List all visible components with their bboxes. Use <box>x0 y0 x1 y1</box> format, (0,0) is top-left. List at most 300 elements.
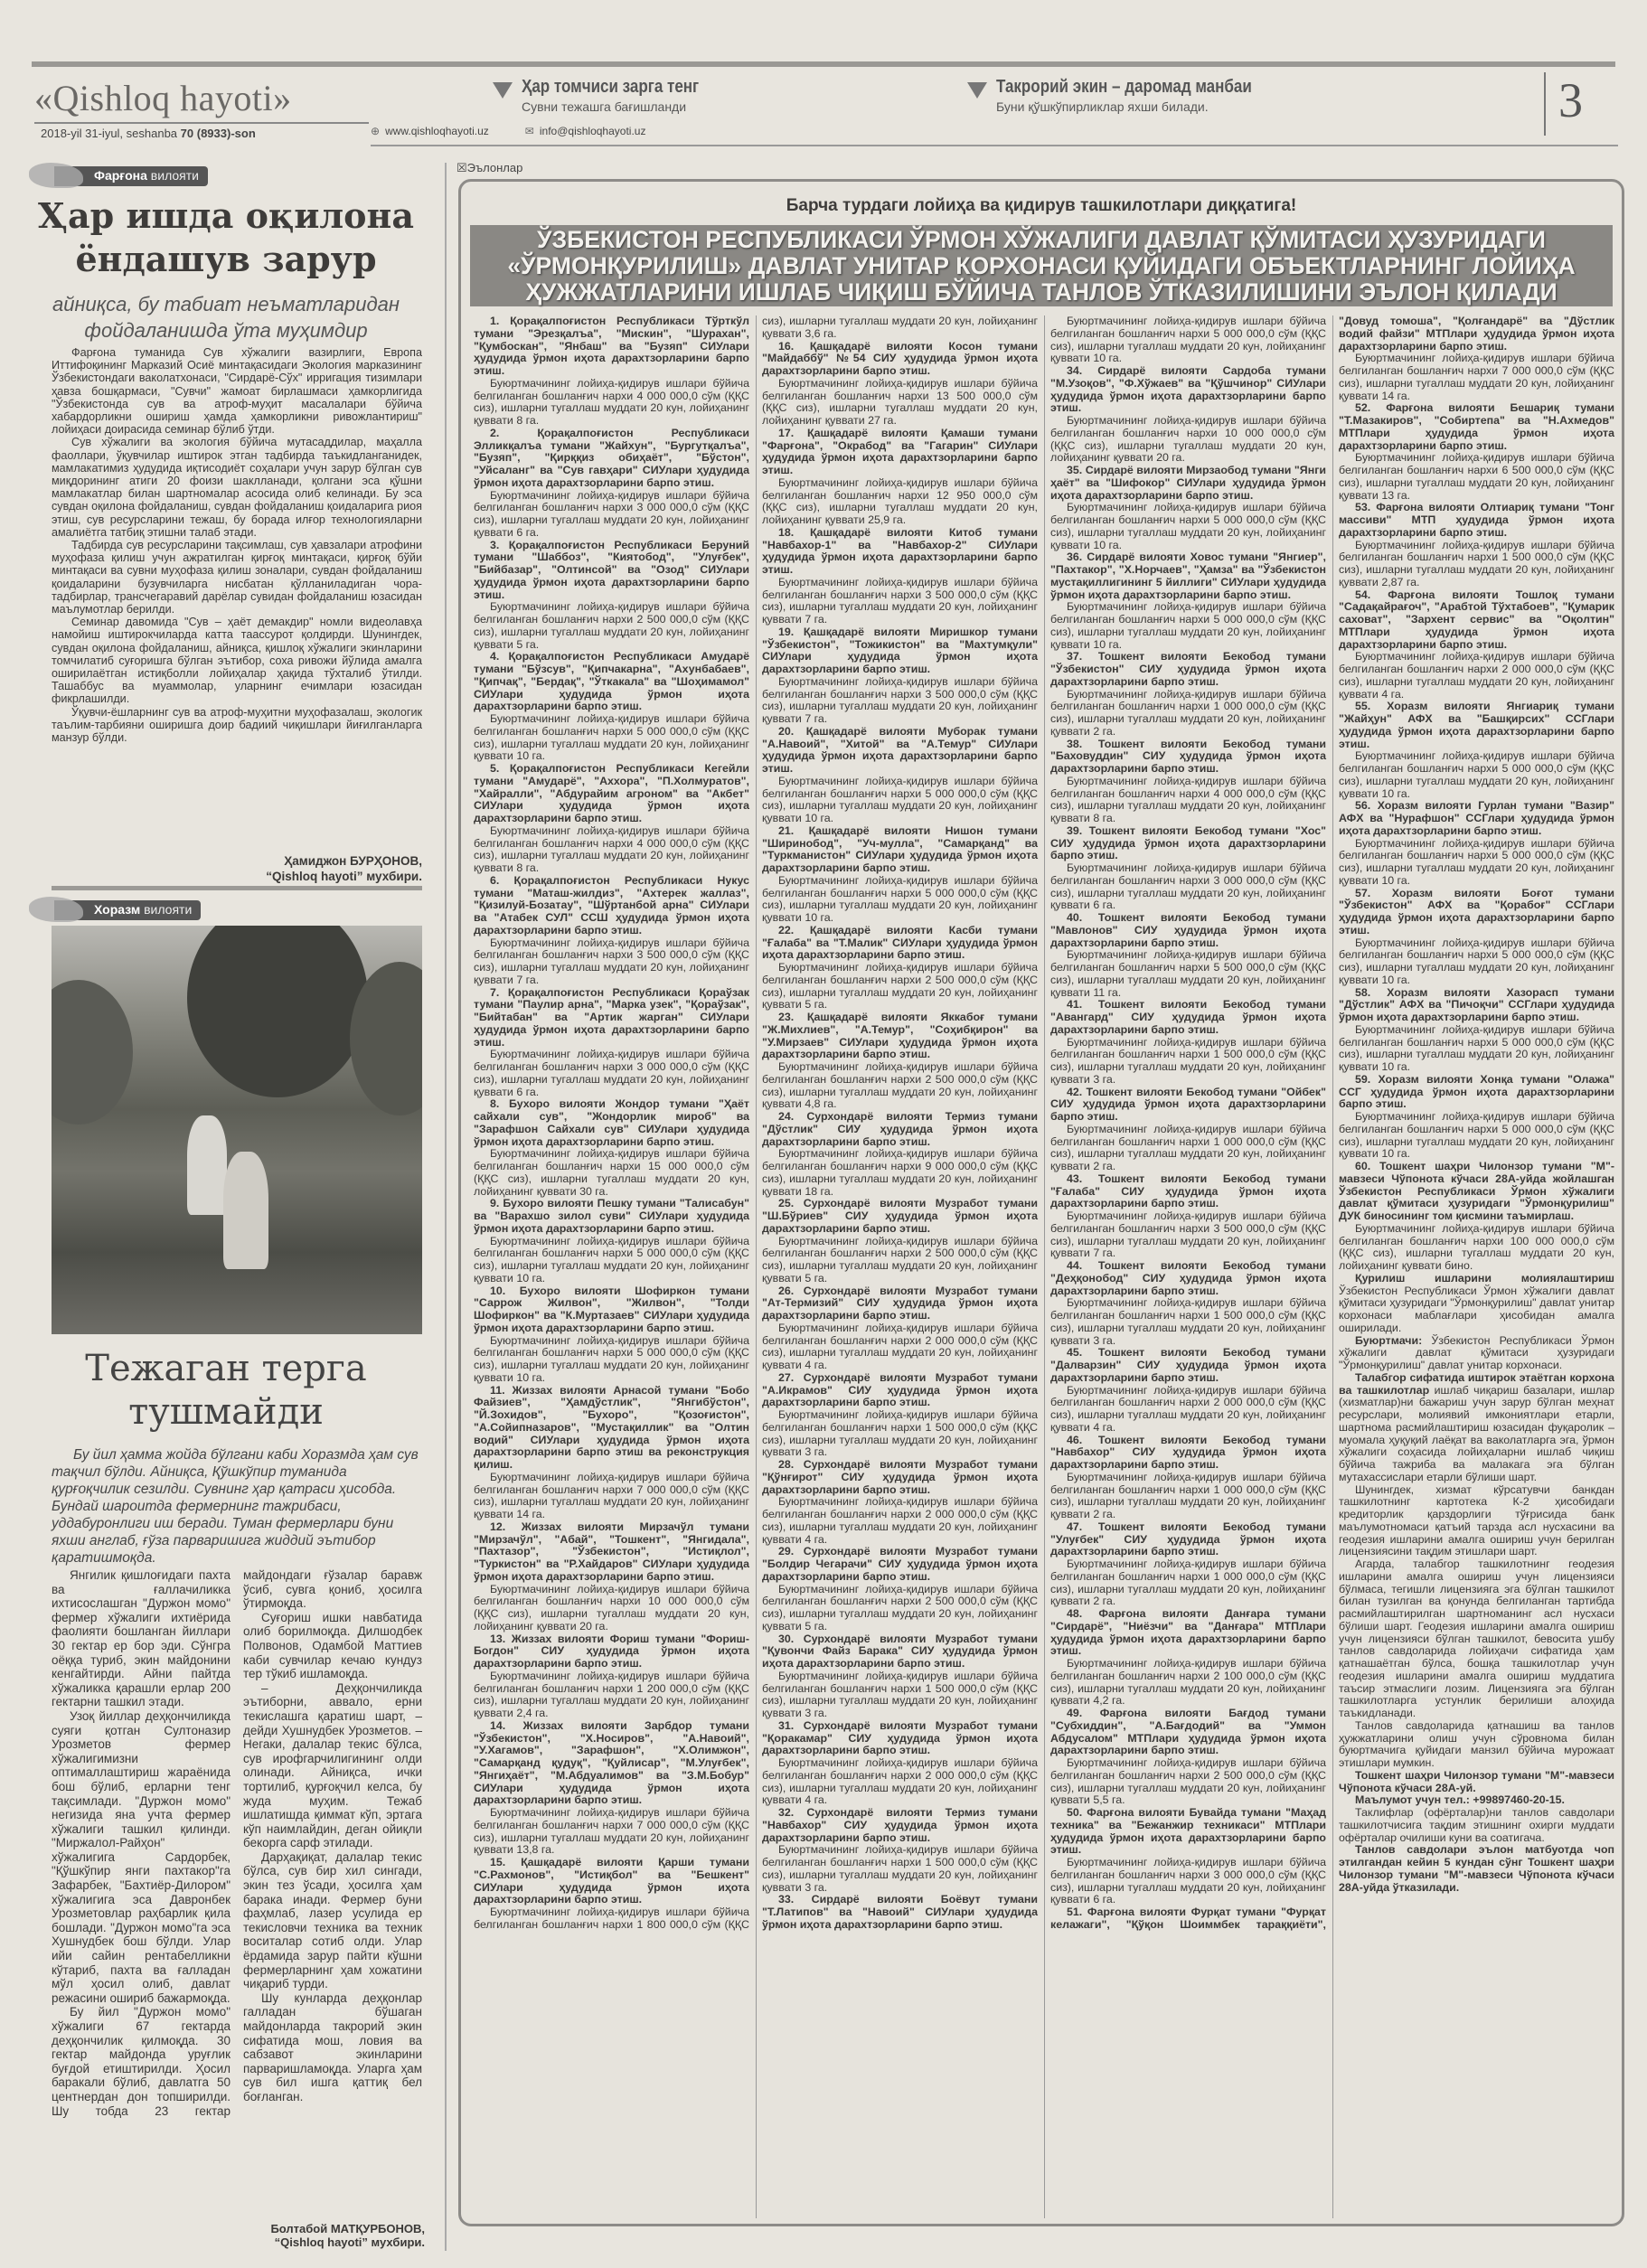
project-capacity: 20 га. <box>579 1619 608 1633</box>
price-prefix: Буюртмачининг лойиҳа-қидирув ишлари бўйича белгиланган бошланғич нархи <box>474 1234 749 1260</box>
starting-price: 3 000 000,0 <box>636 1060 698 1073</box>
tender-item-number: 52. <box>1355 401 1371 415</box>
author-name: Болтабой МАТҚУРБОНОВ, <box>270 2222 425 2235</box>
project-capacity: 7 га. <box>805 712 828 725</box>
dateline <box>41 127 256 140</box>
column-divider <box>445 163 447 2251</box>
price-prefix: Буюртмачининг лойиҳа-қидирув ишлари бўйича белгиланган бошланғич нархи <box>1339 352 1614 377</box>
tender-item-number: 50. <box>1067 1806 1083 1819</box>
starting-price: 1 500 000,0 <box>1213 1309 1275 1322</box>
closing-paragraph <box>1339 1794 1614 1807</box>
closing-paragraph <box>1339 1807 1614 1844</box>
price-prefix: Буюртмачининг лойиҳа-қидирув ишлари бўйича белгиланган бошланғич нархи <box>474 712 749 738</box>
tender-item-heading <box>474 1521 749 1584</box>
author-role: “Qishloq hayoti” мухбири. <box>274 2235 425 2249</box>
tender-item-description: Қорақалпоғистон Республикаси Беруний тумани "Шаббоз", "Киятобод", "Улуғбек", "Бийбазар", "Олтинсой" ва "Озод" СИУлари ҳудудида ўрмон иҳота дарахтзорларини барпо этиш. <box>474 538 749 601</box>
project-capacity: 3 га. <box>805 1880 828 1894</box>
globe-icon: ⊕ <box>371 125 381 137</box>
top-rule <box>32 61 1615 67</box>
tender-item-heading <box>762 825 1038 875</box>
tender-item-description: Сурхондарё вилояти Музработ тумани "Ат-Термизий" СИУ ҳудудида ўрмон иҳота дарахтзорларини барпо этиш. <box>762 1284 1038 1322</box>
project-capacity: 5 га. <box>805 1619 828 1633</box>
teaser-title: Ҳар томчиси зарга тенг <box>522 77 700 97</box>
starting-price: 3 000 000,0 <box>1213 1868 1275 1881</box>
starting-price: 2 000 000,0 <box>1213 1396 1275 1409</box>
project-capacity: 3 га. <box>1093 1072 1116 1086</box>
project-capacity: 11 га. <box>1093 985 1122 999</box>
tender-item-heading <box>1050 825 1326 862</box>
tender-item-heading <box>474 1720 749 1807</box>
tender-item-heading <box>762 1807 1038 1844</box>
starting-price: 1 000 000,0 <box>1213 700 1275 713</box>
price-prefix: Буюртмачининг лойиҳа-қидирув ишлари бўйича белгиланган бошланғич нархи <box>1339 451 1614 476</box>
article-paragraph: Янгилик қишлоғидаги пахта ва ғаллачиликка ихтисослашган "Дуржон момо" фермер хўжалиги ихтиёрида фаолияти бошланган йиллари 30 гектар ер бор эди. Сўнгра оёққа туриб, экин майдонини кенгайтирди. Айни пайтда хўжаликка қарашли ерлар 200 гектарни ташкил этади. <box>52 1568 231 1709</box>
title-line: ЎЗБЕКИСТОН РЕСПУБЛИКАСИ ЎРМОН ХЎЖАЛИГИ ДАВЛАТ ҚЎМИТАСИ ҲУЗУРИДАГИ <box>537 226 1546 253</box>
starting-price: 12 950 000,0 <box>936 488 1012 502</box>
price-suffix: сўм (ҚҚС сиз), ишларни тугаллаш муддати 20 кун, лойиҳанинг қуввати <box>762 687 1038 725</box>
tender-item-heading <box>762 1198 1038 1235</box>
article-subtitle: айниқса, бу табиат неъматларидан фойдаланишда ўта муҳимдир <box>52 293 400 342</box>
tender-item-description: Сурхондарё вилояти Музработ тумани "Қувончи Файз Барака" СИУ ҳудудида ўрмон иҳота дарахтзорларини барпо этиш. <box>762 1632 1038 1670</box>
tender-item-number: 20. <box>778 724 795 738</box>
starting-price: 3 500 000,0 <box>1213 1221 1275 1235</box>
teaser-2[interactable] <box>967 77 1297 114</box>
price-suffix: сўм (ҚҚС сиз), ишларни тугаллаш муддати 20 кун, лойиҳанинг қуввати <box>762 488 1038 526</box>
tender-item-description: Тошкент вилояти Бекобод тумани "Авангард" СИУ ҳудудида ўрмон иҳота дарахтзорларини барпо этиш. <box>1050 998 1326 1036</box>
photo-tree <box>187 926 368 1097</box>
price-prefix: Буюртмачининг лойиҳа-қидирув ишлари бўйича белгиланган бошланғич нархи <box>762 1408 1038 1434</box>
tender-item-terms <box>474 601 749 651</box>
rubric-text: Эълонлар <box>466 161 523 174</box>
price-prefix: Буюртмачининг лойиҳа-қидирув ишлари бўйича белгиланган бошланғич нархи <box>1339 1221 1614 1247</box>
tender-item-terms <box>1050 315 1326 365</box>
price-suffix: сўм (ҚҚС сиз), ишларни тугаллаш муддати 20 кун, лойиҳанинг қуввати <box>701 315 1038 1931</box>
tender-item-heading <box>1050 651 1326 688</box>
tender-item-heading <box>474 651 749 713</box>
price-prefix: Буюртмачининг лойиҳа-қидирув ишлари бўйича белгиланган бошланғич нархи <box>1339 1110 1614 1135</box>
price-suffix: сўм (ҚҚС сиз), ишларни тугаллаш муддати 20 кун, лойиҳанинг қуввати <box>1339 1122 1614 1161</box>
price-prefix: Буюртмачининг лойиҳа-қидирув ишлари бўйича белгиланган бошланғич нархи <box>762 1495 1038 1520</box>
tender-item-description: Фарғона вилояти Бувайда тумани "Маҳад техника" ва "Бежанжир техникаси" МТПлари ҳудудида ўрмон иҳота дарахтзорларини барпо этиш. <box>1050 1806 1326 1857</box>
price-suffix: сўм (ҚҚС сиз), ишларни тугаллаш муддати 20 кун, лойиҳанинг қуввати <box>1339 1035 1614 1073</box>
tender-item-description: Хоразм вилояти Хазорасп тумани "Дўстлик" АФХ ва "Пичоқчи" ССГлари ҳудудида ўрмон иҳота дарахтзорларини барпо этиш. <box>1339 985 1614 1023</box>
starting-price: 1 800 000,0 <box>636 1917 698 1931</box>
price-suffix: сўм (ҚҚС сиз), ишларни тугаллаш муддати 20 кун, лойиҳанинг қуввати <box>1050 786 1326 824</box>
price-suffix: сўм (ҚҚС сиз), ишларни тугаллаш муддати 20 кун, лойиҳанинг қуввати <box>1050 1048 1326 1086</box>
article-lead: Бу йил ҳамма жойда бўлгани каби Хоразмда ҳам сув тақчил бўлди. Айниқса, Қўшкўпир туманида қурғоқчилик сезилди. Сувнинг ҳар қатраси ҳисобда. Бундай шароитда фермернинг тажрибаси, уддабуронлиги иш беради. Туман фермерлари буни яхши англаб, ғўза парваришига жиддий эътибор қаратишмоқда. <box>52 1447 419 1566</box>
price-suffix: сўм (ҚҚС сиз), ишларни тугаллаш муддати 20 кун, лойиҳанинг қуввати <box>762 588 1038 626</box>
project-capacity: 4 га. <box>1093 1420 1116 1434</box>
price-prefix: Буюртмачининг лойиҳа-қидирув ишлари бўйича белгиланган бошланғич нархи <box>762 1669 1038 1695</box>
price-suffix: сўм (ҚҚС сиз), ишларни тугаллаш муддати 20 кун, лойиҳанинг қуввати <box>1050 1768 1326 1807</box>
region-suffix: вилояти <box>140 902 193 917</box>
article-paragraph: Шу кунларда деҳқонлар галладан бўшаган майдонларда такрорий экин сифатида мош, ловия ва сабзавот экинларини парваришламоқда. Уларга ҳам сув бил ишга қаттиқ бел боғланган. <box>243 1990 422 2103</box>
tender-item-heading <box>1050 1521 1326 1558</box>
tender-item-number: 19. <box>778 625 795 638</box>
tender-item-description: Хоразм вилояти Боғот тумани "Ўзбекистон" АФХ ва "Қорабоғ" ССГлари ҳудудида ўрмон иҳота дарахтзорларини барпо этиш. <box>1339 886 1614 936</box>
masthead-rule <box>34 122 369 124</box>
price-suffix: сўм (ҚҚС сиз), ишларни тугаллаш муддати 20 кун, лойиҳанинг қуввати <box>1339 464 1614 502</box>
price-suffix: сўм (ҚҚС сиз), ишларни тугаллаш муддати 20 кун, лойиҳанинг қуввати <box>1339 948 1614 986</box>
project-capacity: 10 га. <box>1093 637 1123 651</box>
region-badge-khorezm <box>54 900 201 920</box>
tender-item-heading <box>474 987 749 1049</box>
tender-item-heading <box>762 1720 1038 1757</box>
project-capacity: 6 га. <box>1093 1893 1116 1906</box>
closing-text: Танлов савдоларида қатнашиш ва танлов ҳужжатларини олиш учун сўровнома билан буюртмачига қуйидаги манзил бўйича мурожаат этишлари мумкин. <box>1339 1718 1614 1769</box>
closing-paragraph <box>1339 1335 1614 1372</box>
tender-item-heading <box>474 763 749 825</box>
tender-item-heading <box>1050 1608 1326 1658</box>
tender-item-terms <box>474 825 749 875</box>
tender-item-number: 30. <box>778 1632 795 1645</box>
tender-item-description: Тошкент вилояти Бекобод тумани "Улуғбек" СИУ ҳудудида ўрмон иҳота дарахтзорларини барпо этиш. <box>1050 1520 1326 1558</box>
starting-price: 1 500 000,0 <box>925 1856 986 1868</box>
tender-item-terms <box>474 713 749 763</box>
triangle-down-icon <box>967 82 987 99</box>
tender-item-terms <box>762 1757 1038 1807</box>
tender-item-terms <box>1050 1124 1326 1173</box>
article-title: Ҳар ишда оқилона ёндашув зарур <box>38 195 414 279</box>
tender-item-number: 33. <box>778 1893 795 1906</box>
project-capacity: 14 га. <box>1381 389 1411 402</box>
photo-tree <box>52 980 133 1125</box>
starting-price: 10 000 000,0 <box>648 1595 723 1608</box>
tender-item-number: 2. <box>490 426 500 439</box>
tender-item-terms <box>1339 1024 1614 1074</box>
starting-price: 1 500 000,0 <box>1501 551 1563 564</box>
newspaper-masthead: «Qishloq hayoti» <box>34 78 292 118</box>
article-paragraph: Тадбирда сув ресурсларини тақсимлаш, сув ҳавзалари атрофини муҳофаза қилиш учун ажратилган қирғоқ минтақаси, қирғоқ бўйи минтақаси ва сувни муҳофаза қилиш зоналари, сувдан фойдаланиш қоидаларини бузувчиларга нисбатан қўлланиладиган чора-тадбирлар, трансчегаравий дарёлар сувидан фойдаланиш юзасидан маълумотлар берилди. <box>52 539 422 616</box>
tender-item-description: Тошкент вилояти Бекобод тумани "Ойбек" СИУ ҳудудида ўрмон иҳота дарахтзорларини барпо этиш. <box>1050 1085 1326 1123</box>
title-line: «ЎРМОНҚУРИЛИШ» ДАВЛАТ УНИТАР КОРХОНАСИ ҚУЙИДАГИ ОБЪЕКТЛАРНИНГ ЛОЙИҲА <box>507 252 1576 279</box>
price-suffix: сўм (ҚҚС сиз), ишларни тугаллаш муддати 20 кун, лойиҳанинг қуввати <box>762 1333 1038 1371</box>
tender-item-terms <box>762 1496 1038 1546</box>
tender-item-number: 29. <box>778 1545 795 1558</box>
article-paragraph: Суғориш ишки навбатида олиб борилмоқда. Дилшодбек Полвонов, Одамбой Маттиев каби сувчилар кечаю кундуз тер тўкиб ишламоқда. <box>243 1610 422 1681</box>
tender-item-number: 5. <box>490 762 500 775</box>
article-paragraph: Семинар давомида "Сув – ҳаёт демакдир" номли видеолавҳа намойиш иштирокчиларда катта таассурот қолдирди. Шунингдек, сувдан оқилона фойдаланиш, айниқса, қишлоқ хўжалиги экинларини томчилатиб суғоришга бўлган эътибор, соха ривожи йўлида амалга оширилаётган истиқболли лойиҳалар ҳақида тўхталиб ўтилди. Ташаббус ва муаммолар, уларнинг ечимлари юзасидан фикрлашилди. <box>52 616 422 706</box>
project-capacity: 2,4 га. <box>516 1707 549 1719</box>
price-suffix: сўм (ҚҚС сиз), ишларни тугаллаш муддати 20 кун, лойиҳанинг қуввати <box>474 1060 749 1098</box>
price-suffix: сўм (ҚҚС сиз), ишларни тугаллаш муддати 20 кун, лойиҳанинг қуввати <box>474 613 749 651</box>
tender-item-terms <box>762 1148 1038 1198</box>
tender-item-description: Қашқадарё вилояти Нишон тумани "Ширинобод", "Уч-мулла", "Самарқанд" ва "Туркманистон" СИУлари ҳудудида ўрмон иҳота дарахтзорларини барпо этиш. <box>762 823 1038 874</box>
starting-price: 4 000 000,0 <box>636 836 698 850</box>
tender-item-number: 32. <box>778 1806 795 1819</box>
tender-item-heading <box>474 428 749 490</box>
article-paragraph: – Деҳқончиликда эътиборни, аввало, ерни текислашга қаратиш шарт, – дейди Хушнудбек Урозметов. – Негаки, далалар текис бўлса, сув ирофгарчилигининг олди олинади. Айниқса, ички тортилиб, қурғоқчил келса, бу жуда муҳим. Тежаб ишлатишда қиммат кўп, эртага кўп наимлайдин, деган ойиқли бекорга сарф этилади. <box>243 1680 422 1850</box>
tender-item-number: 21. <box>778 823 795 837</box>
tender-item-number: 51. <box>1067 1906 1083 1918</box>
tender-item-terms <box>1050 1037 1326 1087</box>
starting-price: 2 500 000,0 <box>925 973 986 986</box>
project-capacity: 6 га. <box>516 1085 540 1098</box>
tender-item-number: 45. <box>1067 1346 1083 1360</box>
price-prefix: Буюртмачининг лойиҳа-қидирув ишлари бўйича белгиланган бошланғич нархи <box>474 1147 749 1172</box>
closing-bold: Тошкент шаҳри Чилонзор тумани "М"-мавзеси Чўпонота кўчаси 28А-уй. <box>1339 1768 1614 1794</box>
tender-item-description: Сурхондарё вилояти Музработ тумани "Болдир Чегарачи" СИУ ҳудудида ўрмон иҳота дарахтзорларини барпо этиш. <box>762 1545 1038 1583</box>
price-prefix: Буюртмачининг лойиҳа-қидирув ишлари бўйича белгиланган бошланғич нархи <box>1050 414 1326 439</box>
price-prefix: Буюртмачининг лойиҳа-қидирув ишлари бўйича белгиланган бошланғич нархи <box>1050 501 1326 526</box>
price-suffix: сўм (ҚҚС сиз), ишларни тугаллаш муддати 20 кун, лойиҳанинг қуввати <box>762 786 1038 824</box>
tender-item-heading <box>762 1012 1038 1061</box>
project-capacity: 7 га. <box>1093 1247 1116 1260</box>
price-suffix: сўм (ҚҚС сиз), ишларни тугаллаш муддати 20 кун, лойиҳанинг қуввати <box>762 1247 1038 1285</box>
starting-price: 5 000 000,0 <box>1501 1035 1563 1049</box>
title-line: ҲУЖЖАТЛАРИНИ ИШЛАБ ЧИҚИШ БЎЙИЧА ТАНЛОВ ЎТКАЗИЛИШИНИ ЭЪЛОН ҚИЛАДИ <box>525 278 1558 306</box>
tender-item-terms <box>1050 1297 1326 1347</box>
price-prefix: Буюртмачининг лойиҳа-қидирув ишлари бўйича белгиланган бошланғич нархи <box>1050 1035 1326 1061</box>
tender-item-description: Жиззах вилояти Фориш тумани "Фориш-Богдон" СИУ ҳудудида ўрмон иҳота дарахтзорларини барпо этиш. <box>474 1632 749 1670</box>
project-capacity: 13 га. <box>1381 488 1411 502</box>
tender-item-terms <box>1050 415 1326 465</box>
price-prefix: Буюртмачининг лойиҳа-қидирув ишлари бўйича белгиланган бошланғич нархи <box>474 488 749 514</box>
price-prefix: Буюртмачининг лойиҳа-қидирув ишлари бўйича белгиланган бошланғич нархи <box>762 1321 1038 1347</box>
price-suffix: сўм (ҚҚС сиз), ишларни тугаллаш муддати 20 кун, лойиҳанинг қуввати <box>1050 513 1326 551</box>
announcement-title <box>470 225 1613 306</box>
teaser-1[interactable] <box>493 77 730 114</box>
closing-paragraph <box>1339 1558 1614 1720</box>
project-capacity: 10 га. <box>1381 973 1411 986</box>
tender-item-terms <box>762 875 1038 925</box>
closing-text: Ўзбекистон Республикаси Ўрмон хўжалиги давлат қўмитаси ҳузуридаги "Ўрмонқурилиш" давлат унитар корхонаси маблағлари ҳисобидан амалга оширилади. <box>1339 1284 1614 1334</box>
section-rule <box>52 886 422 890</box>
starting-price: 3 000 000,0 <box>636 501 698 514</box>
project-capacity: 25,9 га. <box>868 513 907 526</box>
tender-item-number: 10. <box>490 1284 506 1297</box>
starting-price: 5 500 000,0 <box>1213 961 1275 974</box>
project-capacity: 7 га. <box>516 973 540 986</box>
starting-price: 2 500 000,0 <box>636 613 698 626</box>
tender-item-number: 12. <box>490 1520 506 1533</box>
closing-bold: Маълумот учун тел.: +99897460-20-15. <box>1355 1793 1565 1807</box>
project-capacity: 13,8 га. <box>516 1843 555 1857</box>
starting-price: 2 000 000,0 <box>925 1508 986 1520</box>
price-prefix: Буюртмачининг лойиҳа-қидирув ишлари бўйича белгиланган бошланғич нархи <box>762 575 1038 601</box>
tender-item-number: 27. <box>778 1370 795 1384</box>
price-prefix: Буюртмачининг лойиҳа-қидирув ишлари бўйича белгиланган бошланғич нархи <box>474 936 749 962</box>
tender-item-number: 59. <box>1355 1072 1371 1086</box>
tender-item-heading <box>1050 1260 1326 1297</box>
tender-item-description: Сирдарё вилояти Боёвут тумани "Т.Латипов" ва "Навоий" СИУлари ҳудудида ўрмон иҳота дарахтзорларини барпо этиш. <box>762 1893 1039 1931</box>
tender-item-terms <box>1339 838 1614 888</box>
email-link[interactable] <box>525 125 646 137</box>
price-prefix: Буюртмачининг лойиҳа-қидирув ишлари бўйича белгиланган бошланғич нархи <box>474 1806 749 1831</box>
tender-item-heading <box>762 1111 1038 1148</box>
tender-item-number: 22. <box>778 923 795 936</box>
price-suffix: сўм (ҚҚС сиз), ишларни тугаллаш муддати 20 кун, лойиҳанинг қуввати <box>1339 551 1614 588</box>
project-capacity: 18 га. <box>805 1184 834 1198</box>
price-prefix: Буюртмачининг лойиҳа-қидирув ишлари бўйича белгиланган бошланғич нархи <box>1339 836 1614 862</box>
project-capacity: 2 га. <box>1093 1508 1116 1520</box>
project-capacity: 4 га. <box>805 1532 828 1546</box>
tender-item-heading <box>1050 1435 1326 1472</box>
price-prefix: Буюртмачининг лойиҳа-қидирув ишлари бўйича белгиланган бошланғич нархи <box>1339 650 1614 675</box>
tender-item-number: 1. <box>490 315 500 327</box>
tender-item-number: 37. <box>1067 650 1083 663</box>
project-capacity: 3 га. <box>805 1445 828 1459</box>
tender-item-heading <box>474 315 749 378</box>
starting-price: 2 000 000,0 <box>1501 663 1563 675</box>
tender-item-description: Бухоро вилояти Пешку тумани "Талисабун" ва "Варахшо зилол суви" СИУлари ҳудудида ўрмон иҳота дарахтзорларини барпо этиш. <box>474 1197 749 1235</box>
starting-price: 1 500 000,0 <box>1213 1048 1275 1061</box>
tender-item-description: Сурхондарё вилояти Термиз тумани "Дўстлик" СИУ ҳудудида ўрмон иҳота дарахтзорларини барпо этиш. <box>762 1110 1038 1148</box>
project-capacity: 7 га. <box>805 613 828 626</box>
tender-item-heading <box>762 1459 1038 1496</box>
tender-item-terms <box>474 1584 749 1633</box>
tender-item-terms <box>474 1335 749 1385</box>
closing-text: ишлаб чиқариш базалари, ишлар (хизматлар)ни бажариш учун зарур бўлган меҳнат ресурслари, молиявий имкониятлари етарли, шартнома расмийлаштириш юзасидан фуқаролик – муомала ҳуқуқий лаёқат ва ваколатларга эга, ўрмон хўжалиги соҳасида лойиҳаларни ишлаб чиқиш бўйича тажриба ва малакага эга бўлган мутахассислари етарли бўлиши шарт. <box>1339 1383 1614 1483</box>
project-capacity: 10 га. <box>805 911 834 924</box>
starting-price: 5 000 000,0 <box>1501 762 1563 775</box>
price-prefix: Буюртмачининг лойиҳа-қидирув ишлари бўйича белгиланган бошланғич нархи <box>762 1147 1038 1172</box>
project-capacity: бино. <box>1445 1259 1473 1272</box>
starting-price: 2 000 000,0 <box>925 1333 986 1347</box>
starting-price: 7 000 000,0 <box>636 1482 698 1496</box>
tender-item-number: 53. <box>1355 501 1371 514</box>
tender-item-terms <box>474 1807 749 1857</box>
issue-number: 70 (8933)-son <box>180 127 256 140</box>
tender-item-description: Жиззах вилояти Арнасой тумани "Бобо Файзиев", "Ҳамдўстлик", "Янгибўстон", "Й.Зохидов", "Бухоро", "Қозоғистон", "А.Сойипназаров", "Мустақиллик" ва "Олтин водий" СИУлари ҳудудида ўрмон иҳота дарахтзорларини барпо этиш ва реконструкция қилиш. <box>474 1383 749 1471</box>
tender-item-number: 8. <box>490 1097 500 1111</box>
header-rule <box>371 145 1618 146</box>
tender-item-number: 47. <box>1067 1520 1083 1533</box>
tender-item-description: Фарғона вилояти Бешариқ тумани "Т.Мазакиров", "Собиртепа" ва "Н.Ахмедов" МТПлари ҳудудида ўрмон иҳота дарахтзорларини барпо этиш. <box>1339 401 1614 452</box>
tender-item-terms <box>762 676 1038 726</box>
tender-item-description: Хоразм вилояти Хонқа тумани "Олажа" ССГ ҳудудида ўрмон иҳота дарахтзорларини барпо этиш. <box>1339 1072 1614 1111</box>
tender-item-terms <box>1339 452 1614 502</box>
tender-item-heading <box>474 1098 749 1148</box>
tender-item-number: 17. <box>778 426 795 439</box>
article-paragraph: Бу йил "Дуржон момо" хўжалиги 67 гектарда деҳқончилик қилмоқда. 30 гектар майдонда уруғлик буғдой етиштирилди. Ҳосил баракали бўлиб, давлатга 50 центнердан дон топширилди. Шу тобда 23 гектар майдондаги ғўзалар баравж ўсиб, сувга қониб, ҳосилга ўтирмоқда. <box>52 1568 422 2118</box>
project-capacity: 4,8 га. <box>805 1097 837 1111</box>
price-prefix: Буюртмачининг лойиҳа-қидирув ишлари бўйича белгиланган бошланғич нархи <box>1050 1657 1326 1682</box>
price-suffix: сўм (ҚҚС сиз), ишларни тугаллаш муддати 20 кун, лойиҳанинг қуввати <box>1050 1669 1326 1708</box>
project-capacity: 4,2 га. <box>1093 1694 1125 1708</box>
tender-item-heading <box>1050 365 1326 415</box>
price-prefix: Буюртмачининг лойиҳа-қидирув ишлари бўйича белгиланган бошланғич нархи <box>762 674 1038 701</box>
project-capacity: 3 га. <box>1093 1333 1116 1347</box>
tender-item-description: Бухоро вилояти Жондор тумани "Ҳаёт сайхали сув", "Жондорлик мироб" ва "Зарафшон Сайхали сув" СИУлари ҳудудида ўрмон иҳота дарахтзорларини барпо этиш. <box>474 1097 749 1148</box>
project-capacity: 20 га. <box>1156 451 1185 465</box>
tender-item-number: 41. <box>1067 998 1083 1012</box>
closing-text: Шунингдек, хизмат кўрсатувчи банкдан ташкилотнинг картотека К-2 ҳисобидаги кредиторлик қарздорлиги тўғрисида банк маълумотномаси қатъий тарзда асл нусхасини ва геодезия ишларини амалга ошириш учун берилган лицензиясини тақдим этишлари шарт. <box>1339 1482 1614 1558</box>
tender-item-description: Сирдарё вилояти Мирзаобод тумани "Янги ҳаёт" ва "Шифокор" СИУлари ҳудудида ўрмон иҳота дарахтзорларини барпо этиш. <box>1050 464 1326 502</box>
closing-paragraph <box>1339 1273 1614 1335</box>
project-capacity: 8 га. <box>516 861 540 874</box>
tender-item-description: Қашқадарё вилояти Китоб тумани "Навбахор-1" ва "Навбахор-2" СИУлари ҳудудида ўрмон иҳота дарахтзорларини барпо этиш. <box>762 525 1038 576</box>
price-prefix: Буюртмачининг лойиҳа-қидирув ишлари бўйича белгиланган бошланғич нархи <box>1050 1296 1326 1322</box>
tender-item-heading <box>762 428 1038 477</box>
project-capacity: 3 га. <box>805 1707 828 1719</box>
starting-price: 3 000 000,0 <box>1213 873 1275 887</box>
closing-paragraph <box>1339 1844 1614 1894</box>
tender-item-heading <box>762 626 1038 676</box>
starting-price: 4 000 000,0 <box>636 389 698 402</box>
project-capacity: 10 га. <box>805 812 834 824</box>
project-capacity: 10 га. <box>1381 786 1411 800</box>
project-capacity: 5 га. <box>805 1271 828 1285</box>
price-suffix: сўм (ҚҚС сиз), ишларни тугаллаш муддати 20 кун, лойиҳанинг қуввати <box>1050 1569 1326 1608</box>
starting-price: 1 000 000,0 <box>1213 1482 1275 1496</box>
tender-item-description: Фарғона вилояти Тошлоқ тумани "Садақайрағоч", "Арабтой Тўхтабоев", "Қумарик саховат", "Зархент сервис" ва "Оқолтин" МТПлари ҳудудида ўрмон иҳота дарахтзорларини барпо этиш. <box>1339 588 1614 651</box>
starting-price: 5 000 000,0 <box>1213 513 1275 526</box>
tender-item-terms <box>474 1148 749 1198</box>
price-suffix: сўм (ҚҚС сиз), ишларни тугаллаш муддати 20 кун, лойиҳанинг қуввати <box>474 389 749 427</box>
announcement-kicker: Барча турдаги лойиҳа ва қидирув ташкилотлари диққатига! <box>786 196 1297 215</box>
tender-item-number: 49. <box>1067 1707 1083 1719</box>
closing-paragraph <box>1339 1484 1614 1559</box>
starting-price: 5 000 000,0 <box>636 1247 698 1260</box>
article-paragraph: Сув хўжалиги ва экология бўйича мутасаддилар, маҳалла фаоллари, ўқувчилар иштирок этган тадбирда таъкидланганидек, мамлакатимиз ҳудудида иқтисодиёт соҳалари учун зарур бўлган сув миқдорининг атиги 20 фоизи шаклланади, қолгани эса қўшни мамлакатлар билан шартномалар асосида олиб келинади. Бу эса сувдан оқилона фойдаланиш, сувдан фойдаланиш қоидаларига риоя этиш, сув ресурсларини тежаш, бу борада илғор технологияларни амалиётга татбиқ этишни талаб этади. <box>52 436 422 539</box>
tender-item-terms <box>474 937 749 987</box>
tender-item-description: Қорақалпоғистон Республикаси Нукус тумани "Маташ-жилдиз", "Ахтерек жаллаз", "Қизилуй-Бозатау", "Шўртанбой арна" СИУлари ва "Атабек СУЛ" ССШ ҳудудида ўрмон иҳота дарахтзорларини барпо этиш. <box>474 873 749 936</box>
article-byline <box>52 853 422 884</box>
starting-price: 2 500 000,0 <box>925 1595 986 1608</box>
tender-item-terms <box>1050 776 1326 825</box>
price-suffix: сўм (ҚҚС сиз), ишларни тугаллаш муддати 20 кун, лойиҳанинг қуввати <box>1339 364 1614 402</box>
starting-price: 5 000 000,0 <box>925 886 986 899</box>
tender-item-description: Қашқадарё вилояти Яккабоғ тумани "Ж.Михлиев", "А.Темур", "Соҳибқирон" ва "У.Мирзаев" СИУлари ҳудудида ўрмон иҳота дарахтзорларини барпо этиш. <box>762 1011 1038 1061</box>
tender-item-terms <box>1339 651 1614 701</box>
price-prefix: Буюртмачининг лойиҳа-қидирув ишлари бўйича белгиланган бошланғич нархи <box>474 1470 749 1496</box>
tender-item-heading <box>1050 739 1326 776</box>
price-suffix: сўм (ҚҚС сиз), ишларни тугаллаш муддати 20 кун, лойиҳанинг қуввати <box>474 501 749 539</box>
price-prefix: Буюртмачининг лойиҳа-қидирув ишлари бўйича белгиланган бошланғич нархи <box>474 1582 749 1608</box>
tender-item-description: Тошкент вилояти Бекобод тумани "Мавлонов" СИУ ҳудудида ўрмон иҳота дарахтзорларини барпо этиш. <box>1050 911 1326 949</box>
starting-price: 100 000 000,0 <box>1510 1234 1589 1247</box>
tender-item-description: Қашқадарё вилояти Косон тумани "Майдаббў" №54 СИУ ҳудудида ўрмон иҳота дарахтзорларини барпо этиш. <box>762 339 1038 377</box>
price-suffix: сўм (ҚҚС сиз), ишларни тугаллаш муддати 20 кун, лойиҳанинг қуввати <box>474 1247 749 1285</box>
tender-item-heading <box>1339 888 1614 937</box>
price-prefix: Буюртмачининг лойиҳа-қидирув ишлари бўйича белгиланган бошланғич нархи <box>1050 1756 1326 1782</box>
tender-item-description: Сурхондарё вилояти Музработ тумани "А.Икрамов" СИУ ҳудудида ўрмон иҳота дарахтзорларини барпо этиш. <box>762 1370 1038 1409</box>
price-suffix: сўм (ҚҚС сиз), ишларни тугаллаш муддати 20 кун, лойиҳанинг қуввати <box>1050 1221 1326 1260</box>
closing-paragraph <box>1339 1372 1614 1484</box>
project-capacity: 5,5 га. <box>1093 1793 1125 1807</box>
price-prefix: Буюртмачининг лойиҳа-қидирув ишлари бўйича белгиланган бошланғич нархи <box>762 873 1038 899</box>
starting-price: 5 000 000,0 <box>636 1346 698 1360</box>
project-capacity: 10 га. <box>1381 1060 1411 1073</box>
tender-item-heading <box>1050 551 1326 601</box>
starting-price: 3 500 000,0 <box>925 588 986 601</box>
mail-icon: ✉ <box>524 125 534 137</box>
tender-item-heading <box>474 1285 749 1335</box>
announcement-body <box>474 315 1614 2218</box>
project-capacity: 6 га. <box>516 525 540 539</box>
project-capacity: 5 га. <box>516 637 540 651</box>
price-suffix: сўм (ҚҚС сиз), ишларни тугаллаш муддати 20 кун, лойиҳанинг қуввати <box>1050 426 1326 465</box>
tender-item-number: 6. <box>490 873 500 887</box>
starting-price: 2 100 000,0 <box>1213 1669 1275 1682</box>
tender-item-number: 40. <box>1067 911 1083 924</box>
starting-price: 1 200 000,0 <box>636 1681 698 1695</box>
project-capacity: 10 га. <box>1381 1147 1411 1161</box>
tender-item-description: Қашқадарё вилояти Қарши тумани "С.Рахмонов", "Истиқбол" ва "Бешкент" СИУлари ҳудудида ўрмон иҳота дарахтзорларини барпо этиш. <box>474 1856 749 1906</box>
tender-item-number: 31. <box>778 1718 795 1732</box>
price-suffix: сўм (ҚҚС сиз), ишларни тугаллаш муддати 20 кун, лойиҳанинг қуввати <box>1339 663 1614 701</box>
price-suffix: сўм (ҚҚС сиз), ишларни тугаллаш муддати 20 кун, лойиҳанинг қуввати <box>1050 613 1326 651</box>
price-prefix: Буюртмачининг лойиҳа-қидирув ишлари бўйича белгиланган бошланғич нархи <box>762 1756 1038 1782</box>
tender-item-terms <box>1050 1558 1326 1608</box>
closing-bold: Танлов савдолари эълон матбуотда чоп этилгандан кейин 5 кундан сўнг Тошкент шаҳри Чилонзор тумани "М"-мавзеси Чўпонота кўчаси 28А-уйда ўтказилади. <box>1339 1843 1614 1894</box>
tender-item-description: Тошкент вилояти Бекобод тумани "Баховуддин" СИУ ҳудудида ўрмон иҳота дарахтзорларини барпо этиш. <box>1050 737 1326 775</box>
price-prefix: Буюртмачининг лойиҳа-қидирув ишлари бўйича белгиланган бошланғич нархи <box>474 823 749 850</box>
closing-paragraph <box>1339 1720 1614 1770</box>
starting-price: 5 000 000,0 <box>1501 1122 1563 1135</box>
website-link[interactable] <box>371 125 489 137</box>
